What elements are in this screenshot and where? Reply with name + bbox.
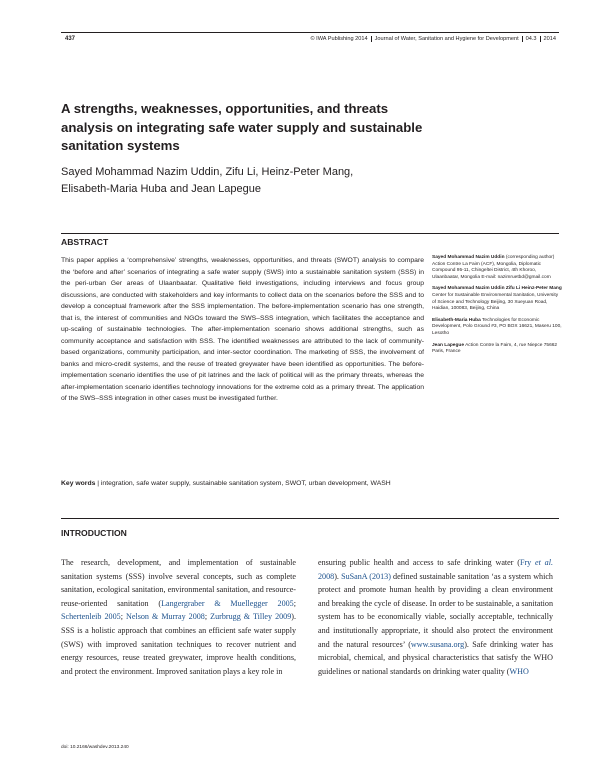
citation-link[interactable]: WHO (509, 666, 529, 676)
keywords-label: Key words (61, 480, 96, 487)
abstract-text: This paper applies a ‘comprehensive’ strengths, weaknesses, opportunities, and threats (SWOT) analysis to compare the ‘before and after’ scenarios of integrating a safe water supply (SWS) into a sustainable sanitation system (SSS) in the peri-urban Ger areas of Ulaanbaatar. Qualitative field investigations, including interviews and focus group discussions, are conducted with stakeholders and key informants to collect data on the scenarios before the SSS and to develop a conceptual framework after the SSS implementation. The before-implementation scenario has one strength, that is, the interest of communities and NGOs toward the SWS–SSS integration, which facilitates the acceptance and up-scaling of sustainable technologies. The after-implementation scenario shows additional strengths, such as community acceptance and satisfaction with SSS. The identified weaknesses are attributed to the lack of community-based organizations, community participation, and inter-sector coordination. The marketing of SSS, the involvement of banks and micro-credit systems, and the reuse of treated greywater have been identified as opportunities. The before-implementation scenario identifies the use of pit latrines and the lack of political will as the primary threats, whereas the after-implementation scenario identifies technology innovations for the extreme cold as a primary threat. The application of the SWS–SSS integration in other cases must be investigated further. (61, 257, 424, 402)
url-link[interactable]: www.susana.org (410, 639, 465, 649)
affiliation: Jean Lapegue Action Contre la Faim, 4, rue Niepce 75662 Paris, France (432, 342, 558, 355)
keywords (61, 478, 424, 489)
copyright: © IWA Publishing 2014 (310, 36, 368, 42)
affiliation: Sayed Mohammad Nazim Uddin Zifu Li Heinz-Peter Mang Center for Sustainable Environmental Sanitation, University of Science and Technology Beijing, 30 Xueyuan Road, Haidian, 100083, Beijing, China (432, 286, 562, 312)
intro-left-column: The research, development, and implementation of sustainable sanitation systems (SSS) involve several concepts, such as complete sanitation, ecological sanitation, environmental sanitation, and resource-reuse-oriented sanitation (Langergraber & Muellegger 2005; Schertenleib 2005; Nelson & Murray 2008; Zurbrugg & Tilley 2009). SSS is a holistic approach that combines an efficient safe water supply (SWS) with improved sanitation techniques to recover nutrient and energy resources, reuse treated greywater, improve health conditions, and protect the environment. Improved sanitation plays a key role in (61, 558, 296, 676)
abstract-rule (61, 233, 559, 234)
doi: doi: 10.2166/washdev.2013.240 (61, 745, 129, 750)
affiliation: Elisabeth-Maria Huba Technologies for Economic Development, Polo Ground #3, PO BOX 16621, Maseru 100, Lesotho (432, 317, 562, 336)
citation-link[interactable]: SuSanA (2013) (341, 571, 391, 581)
running-header (61, 32, 559, 47)
issue: 04.3 (522, 36, 540, 42)
affiliations (432, 255, 562, 361)
year: 2014 (540, 36, 559, 42)
intro-rule (61, 518, 559, 519)
citation-link[interactable]: Langergraber & Muellegger 2005 (161, 598, 294, 608)
citation-link[interactable]: Fry et al. 2008 (318, 558, 553, 581)
affiliation: Sayed Mohammad Nazim Uddin (corresponding author) Action Contre La Faim (ACF), Mongolia, Diplomatic Compound 95-11, Chingeltei District, 4th Khoroo, Ulaanbaatar, Mongolia E-mail: nazimruetbd@gmail.com (432, 255, 555, 280)
introduction-heading: INTRODUCTION (61, 528, 127, 538)
citation-link[interactable]: Schertenleib 2005 (61, 612, 121, 622)
citation-link[interactable]: Zurbrugg & Tilley 2009 (210, 612, 292, 622)
page-number: 437 (65, 36, 76, 42)
journal-name: Journal of Water, Sanitation and Hygiene for Development (371, 36, 522, 42)
article-title: A strengths, weaknesses, opportunities, and threats analysis on integrating safe water supply and sustainable sanitation systems (61, 101, 423, 153)
keywords-text: | integration, safe water supply, sustainable sanitation system, SWOT, urban development, WASH (97, 480, 391, 487)
journal-info (307, 36, 559, 42)
citation-link[interactable]: Nelson & Murray 2008 (126, 612, 205, 622)
intro-right-column: ensuring public health and access to safe drinking water (Fry et al. 2008). SuSanA (2013) defined sustainable sanitation ‘as a system which protect and promote human health by providing a clean environment and breaking the cycle of disease. In order to be sustainable, a sanitation system has to be economically viable, socially acceptable, technically and institutionally appropriate, it should also protect the environment and the natural resources’ (www.susana.org). Safe drinking water has microbial, chemical, and physical characteristics that satisfy the WHO guidelines or national standards on drinking water quality (WHO (318, 558, 553, 676)
abstract-heading: ABSTRACT (61, 237, 109, 247)
author-list: Sayed Mohammad Nazim Uddin, Zifu Li, Heinz-Peter Mang, Elisabeth-Maria Huba and Jean Lapegue (61, 166, 354, 195)
